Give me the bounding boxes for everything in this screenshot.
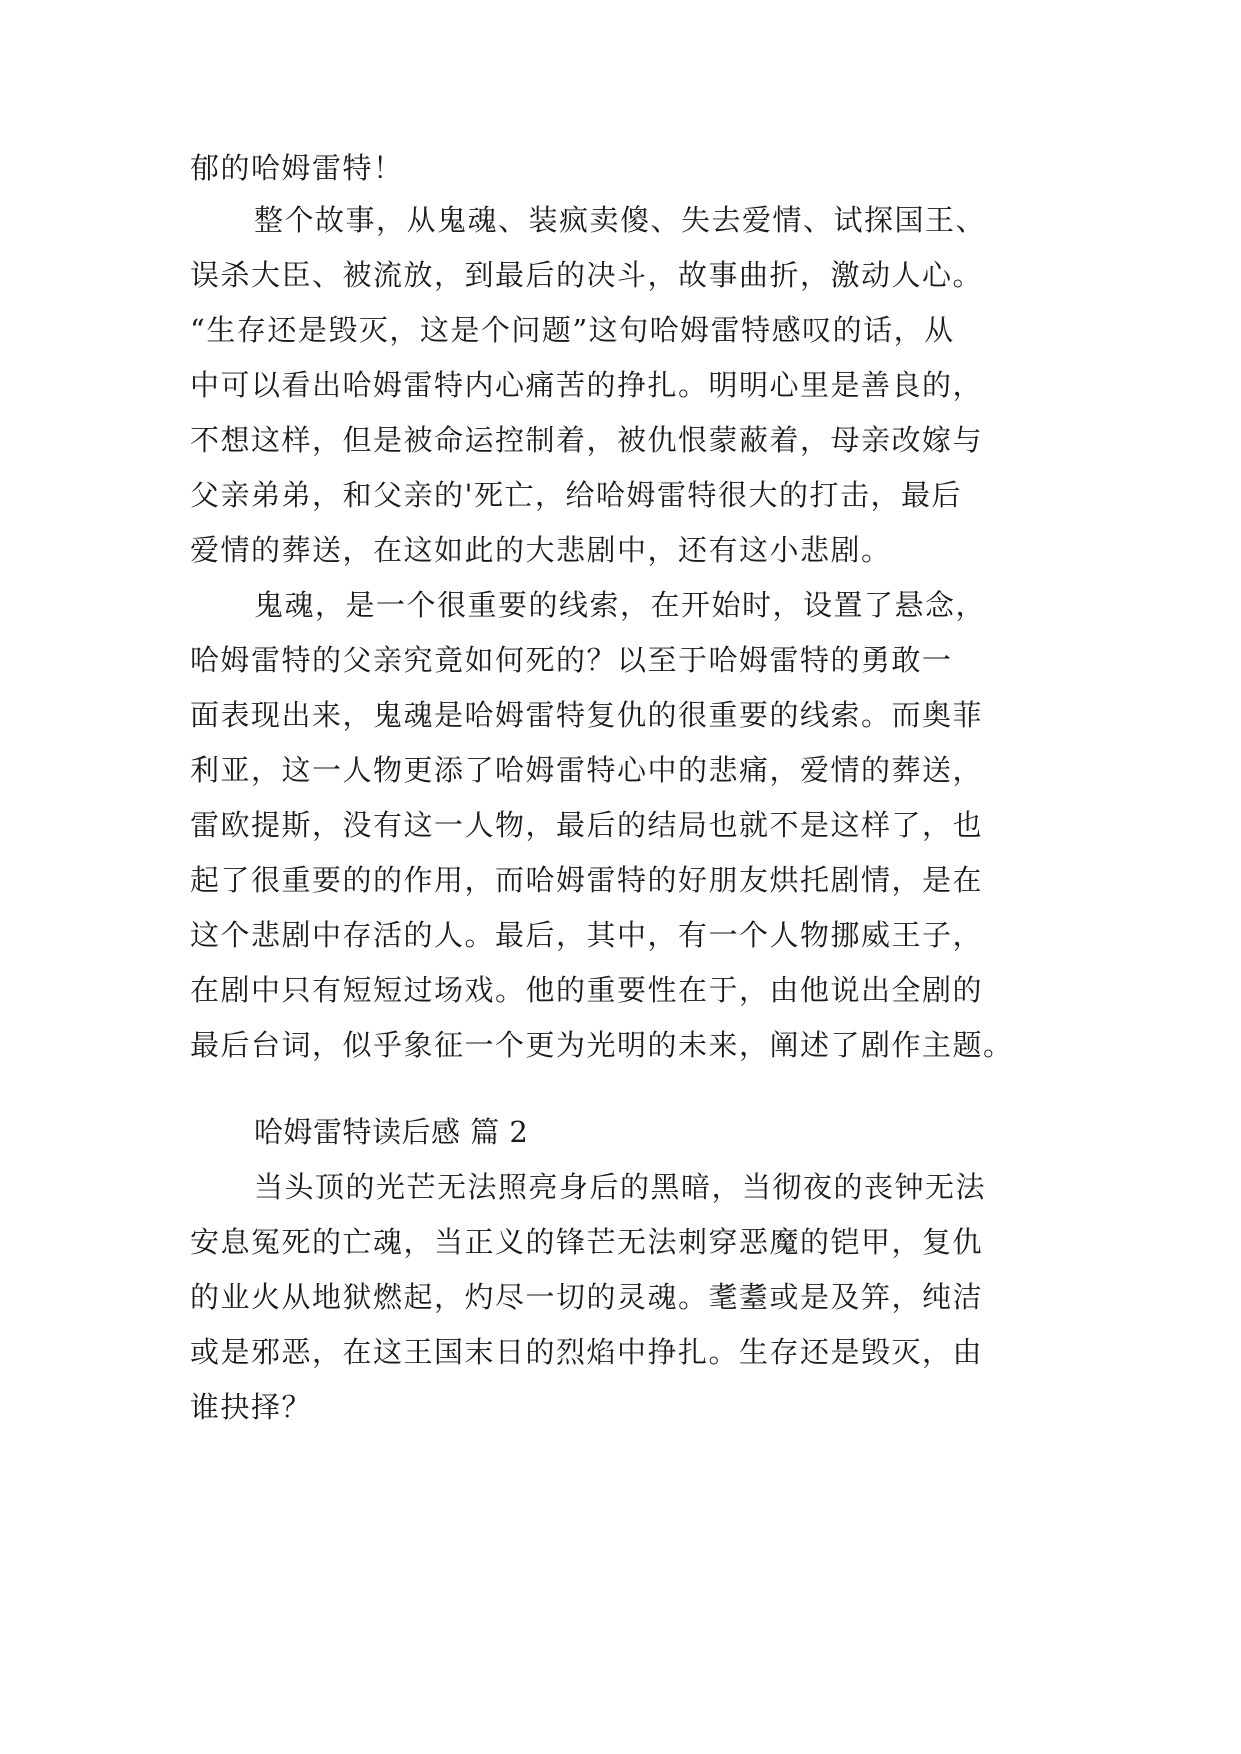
paragraph-first-line: 当头顶的光芒无法照亮身后的黑暗，当彻夜的丧钟无法	[254, 1170, 987, 1204]
text-line: 面表现出来，鬼魂是哈姆雷特复仇的很重要的线索。而奥菲	[190, 698, 984, 732]
text-line: 或是邪恶，在这王国末日的烈焰中挣扎。生存还是毁灭，由	[190, 1335, 984, 1369]
text-line: 郁的哈姆雷特！	[190, 151, 404, 185]
text-line: 中可以看出哈姆雷特内心痛苦的挣扎。明明心里是善良的，	[190, 368, 984, 402]
text-line: 爱情的葬送，在这如此的大悲剧中，还有这小悲剧。	[190, 533, 892, 567]
text-line: 最后台词，似乎象征一个更为光明的未来，阐述了剧作主题。	[190, 1028, 1014, 1062]
text-line: 不想这样，但是被命运控制着，被仇恨蒙蔽着，母亲改嫁与	[190, 423, 984, 457]
text-line: 的业火从地狱燃起，灼尽一切的灵魂。耄耋或是及笄，纯洁	[190, 1280, 984, 1314]
paragraph-first-line: 整个故事，从鬼魂、装疯卖傻、失去爱情、试探国王、	[254, 203, 987, 237]
text-line: 利亚，这一人物更添了哈姆雷特心中的悲痛，爱情的葬送，	[190, 753, 984, 787]
text-line: 谁抉择？	[190, 1390, 313, 1424]
text-line: 哈姆雷特的父亲究竟如何死的？以至于哈姆雷特的勇敢一	[190, 643, 953, 677]
text-line: “生存还是毁灭，这是个问题”这句哈姆雷特感叹的话，从	[190, 313, 955, 347]
text-line: 起了很重要的的作用，而哈姆雷特的好朋友烘托剧情，是在	[190, 863, 984, 897]
text-line: 安息冤死的亡魂，当正义的锋芒无法刺穿恶魔的铠甲，复仇	[190, 1225, 984, 1259]
text-line: 在剧中只有短短过场戏。他的重要性在于，由他说出全剧的	[190, 973, 984, 1007]
text-line: 雷欧提斯，没有这一人物，最后的结局也就不是这样了，也	[190, 808, 984, 842]
text-line: 误杀大臣、被流放，到最后的决斗，故事曲折，激动人心。	[190, 258, 984, 292]
text-line: 这个悲剧中存活的人。最后，其中，有一个人物挪威王子，	[190, 918, 984, 952]
section-heading: 哈姆雷特读后感 篇 2	[254, 1115, 529, 1149]
text-line: 父亲弟弟，和父亲的'死亡，给哈姆雷特很大的打击，最后	[190, 478, 962, 512]
paragraph-first-line: 鬼魂，是一个很重要的线索，在开始时，设置了悬念，	[254, 588, 987, 622]
